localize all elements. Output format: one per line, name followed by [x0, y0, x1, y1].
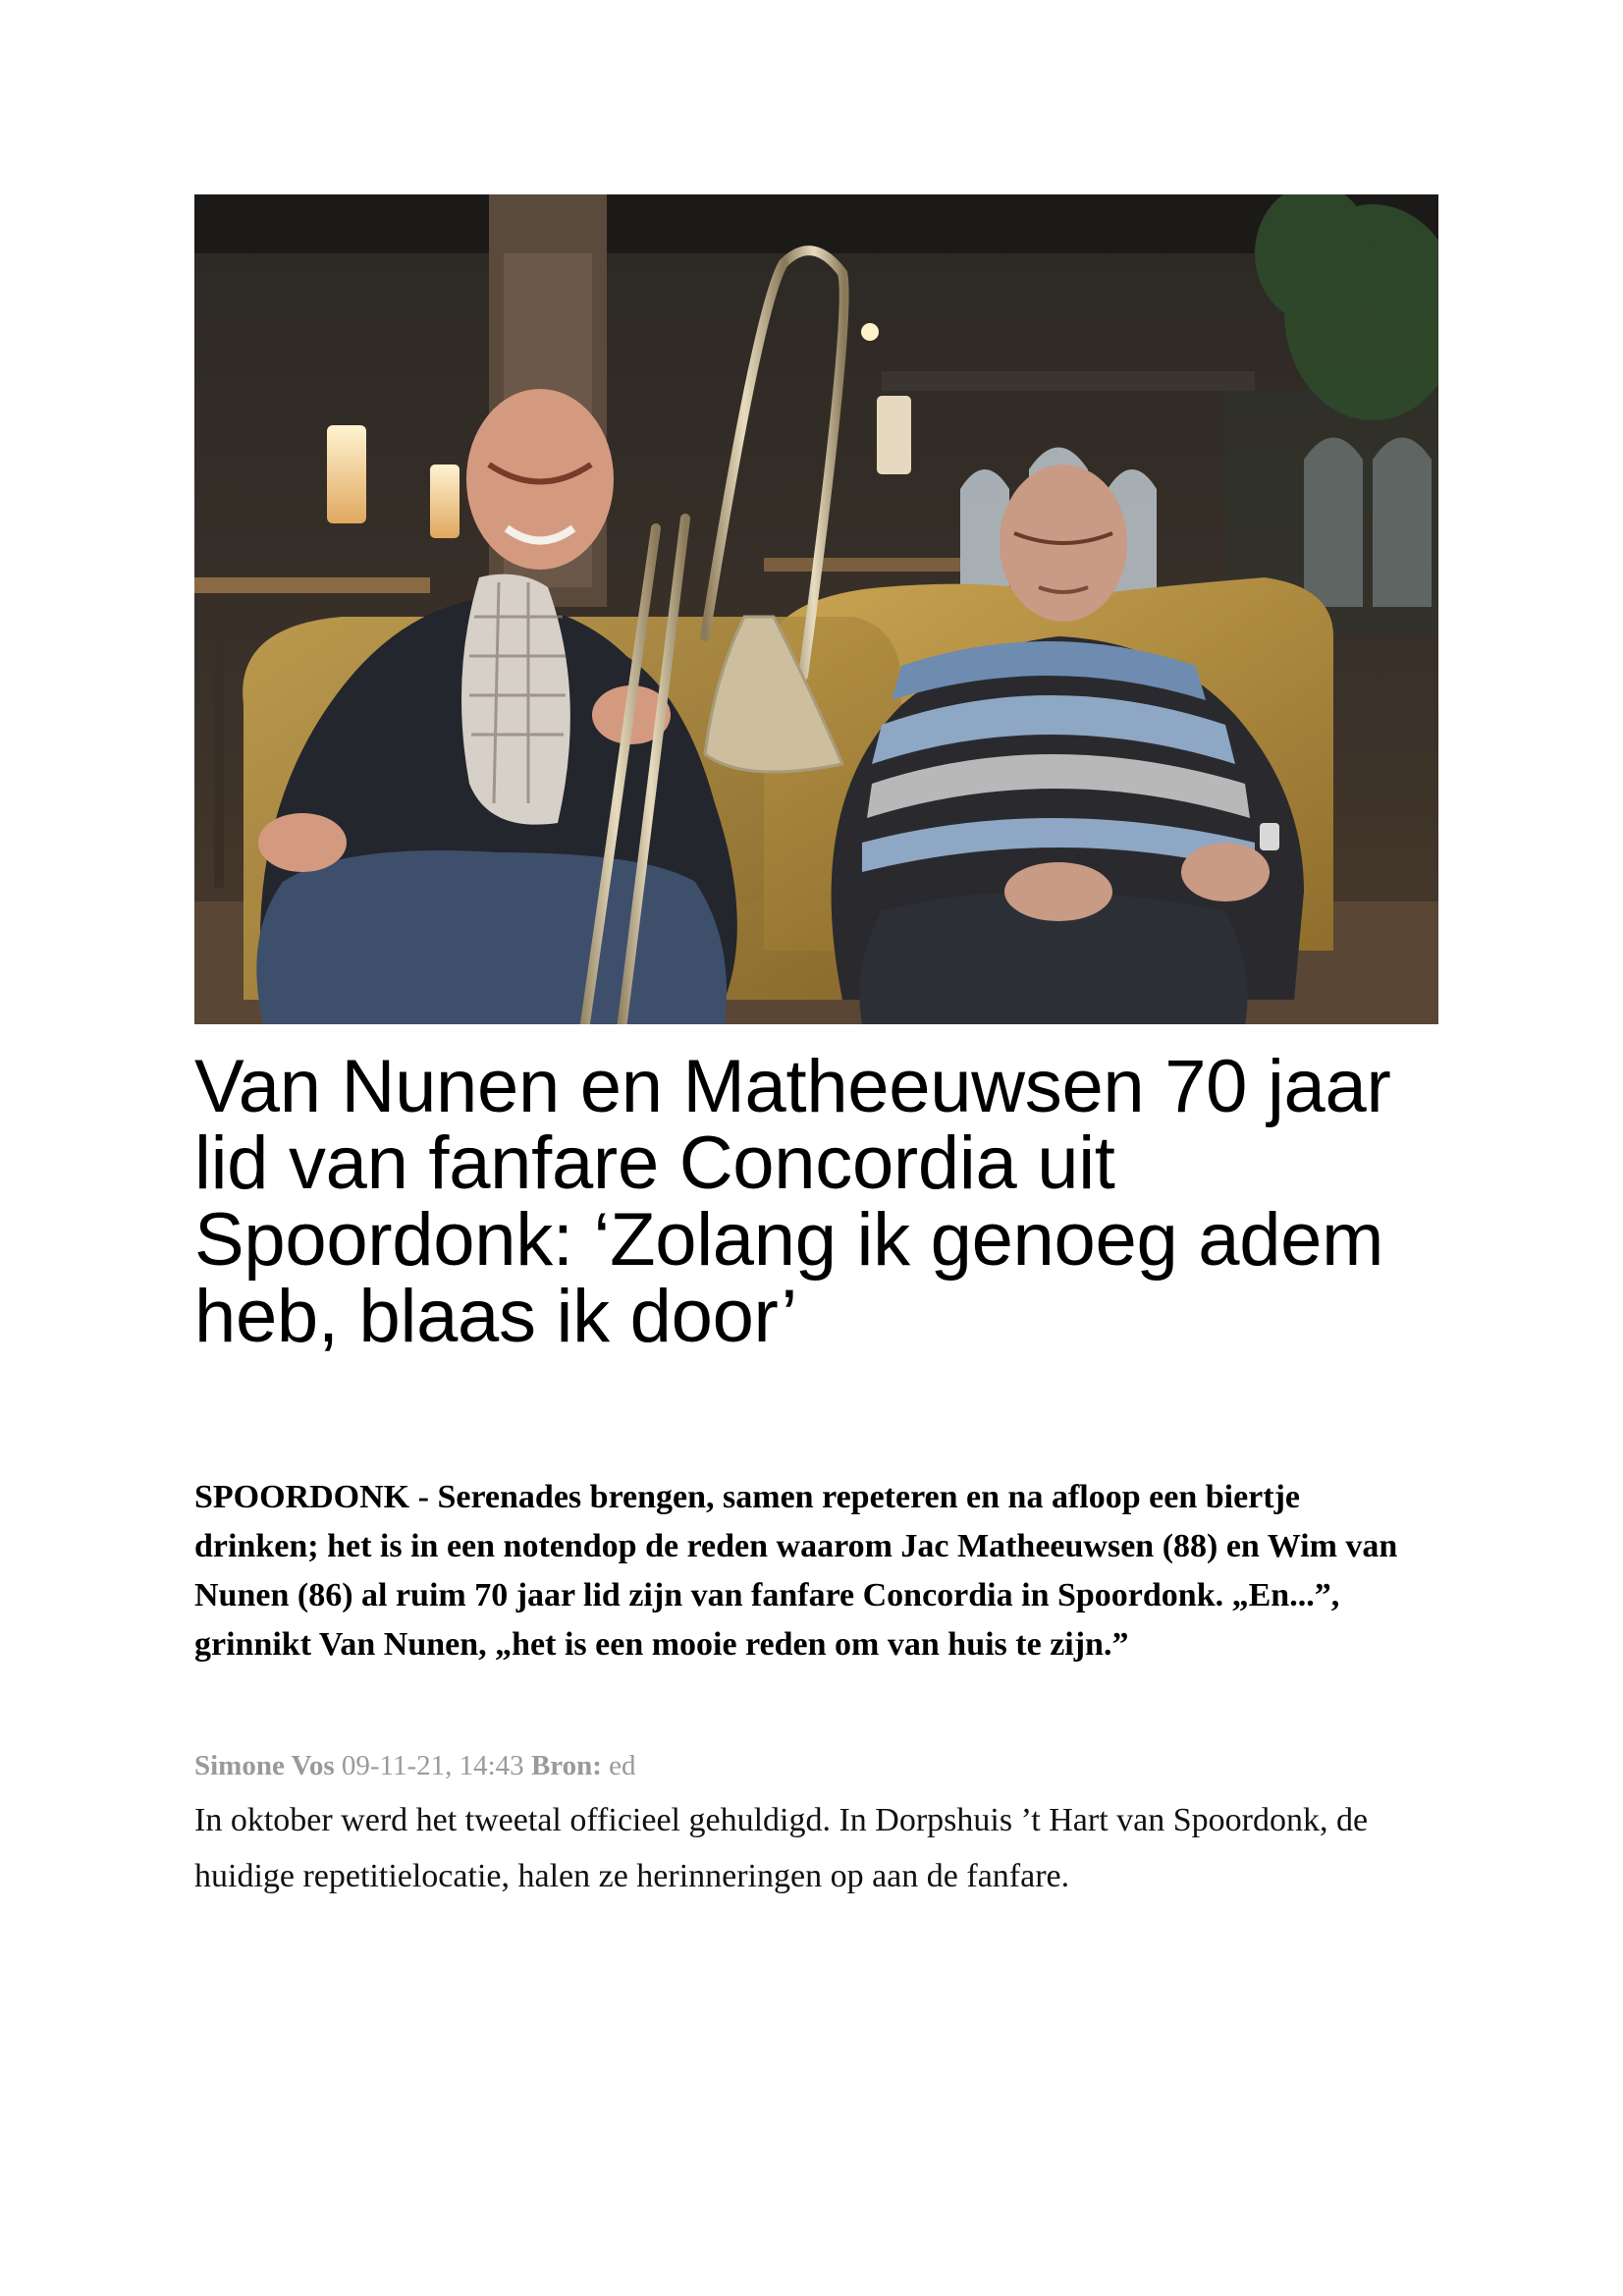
byline-source: ed: [609, 1750, 636, 1781]
article-headline: Van Nunen en Matheeuwsen 70 jaar lid van fanfare Concordia uit Spoordonk: ‘Zolang ik genoeg adem heb, blaas ik door’: [194, 1045, 1391, 1358]
article-photo: [194, 194, 1438, 1024]
article-body: In oktober werd het tweetal officieel gehuldigd. In Dorpshuis ’t Hart van Spoordonk, de huidige repetitielocatie, halen ze herinneringen op aan de fanfare.: [194, 1802, 1369, 1894]
byline-datetime: 09-11-21, 14:43: [341, 1750, 524, 1781]
article-byline: [194, 1746, 1432, 1785]
byline-author: Simone Vos: [194, 1750, 335, 1781]
article-lead: SPOORDONK - Serenades brengen, samen repeteren en na afloop een biertje drinken; het is in een notendop de reden waarom Jac Matheeuwsen (88) en Wim van Nunen (86) al ruim 70 jaar lid zijn van fanfare Concordia in Spoordonk. „En...”, grinnikt Van Nunen, „het is een mooie reden om van huis te zijn.”: [194, 1479, 1398, 1663]
byline-source-label: Bron:: [530, 1750, 602, 1781]
photo-two-men-with-trombone: [194, 194, 1438, 1024]
